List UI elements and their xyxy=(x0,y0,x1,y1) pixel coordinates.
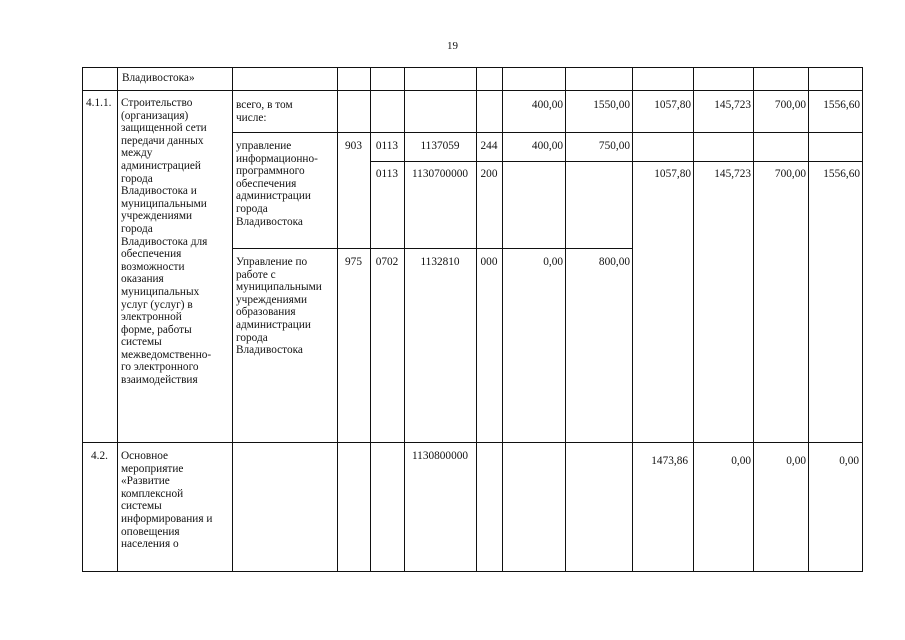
sub-b-vr: 000 xyxy=(480,256,498,268)
sub-a-line2-v4: 145,723 xyxy=(714,168,751,180)
row-divider-total xyxy=(232,132,863,133)
row-4-2-v3: 1473,86 xyxy=(651,455,688,467)
col-line-12 xyxy=(808,67,809,572)
row-4-2-v5: 0,00 xyxy=(786,455,806,467)
col-line-11 xyxy=(753,67,754,572)
col-line-1 xyxy=(117,67,118,572)
sub-b-v1: 0,00 xyxy=(543,256,563,268)
sub-a-line1-rzpr: 0113 xyxy=(375,140,399,152)
row-4-2-v6: 0,00 xyxy=(839,455,859,467)
sub-a-line1-csr: 1137059 xyxy=(420,140,460,152)
sub-a-line1-v2: 750,00 xyxy=(598,140,630,152)
sub-a-line1-v1: 400,00 xyxy=(531,140,563,152)
sub-a-executor: управление информационно- программного обеспечения администрации города Владивостока xyxy=(236,140,318,228)
page-number: 19 xyxy=(447,40,458,52)
sub-a-line2-rzpr: 0113 xyxy=(375,168,399,180)
row-4-2-name: Основное мероприятие «Развитие комплексной системы информирования и оповещения населения о xyxy=(121,450,213,551)
row-4-2-csr: 1130800000 xyxy=(411,450,469,462)
sub-b-grbs: 975 xyxy=(345,256,362,268)
row-4-2-number: 4.2. xyxy=(91,450,108,462)
continuation-name: Владивостока» xyxy=(122,72,195,84)
row-divider-sub-b xyxy=(232,248,632,249)
row-4-1-1-number: 4.1.1. xyxy=(86,97,112,109)
col-line-9 xyxy=(632,67,633,572)
sub-a-line1-vr: 244 xyxy=(480,140,498,152)
col-line-2 xyxy=(232,67,233,572)
row-4-1-1-total-v3: 1057,80 xyxy=(654,99,691,111)
sub-a-line2-v3: 1057,80 xyxy=(654,168,691,180)
sub-a-grbs: 903 xyxy=(345,140,362,152)
row-4-1-1-total-v6: 1556,60 xyxy=(823,99,860,111)
col-line-13 xyxy=(862,67,863,572)
row-4-1-1-name: Строительство (организация) защищенной сети передачи данных между администрацией города Владивостока и муниципальными учреждениями города Владивостока для обеспечения возможности оказания муниципальных услуг (услуг) в электронной форме, работы системы межведомственно- го электронного взаимодействия xyxy=(121,97,212,387)
table-border-bottom xyxy=(82,571,863,572)
sub-b-v2: 800,00 xyxy=(598,256,630,268)
sub-b-executor: Управление по работе с муниципальными учреждениями образования администрации города Владивостока xyxy=(236,256,322,357)
sub-a-line2-v6: 1556,60 xyxy=(823,168,860,180)
sub-a-line2-csr: 1130700000 xyxy=(411,168,469,180)
col-line-0 xyxy=(82,67,83,572)
row-divider-continuation xyxy=(82,90,863,91)
row-4-1-1-total-v2: 1550,00 xyxy=(593,99,630,111)
sub-b-rzpr: 0702 xyxy=(375,256,399,268)
sub-b-csr: 1132810 xyxy=(420,256,460,268)
table-border-top xyxy=(82,67,863,68)
row-4-1-1-total-v4: 145,723 xyxy=(714,99,751,111)
row-4-1-1-total-v5: 700,00 xyxy=(774,99,806,111)
row-divider-sub-a-line xyxy=(370,161,863,162)
row-4-1-1-total-v1: 400,00 xyxy=(531,99,563,111)
row-4-2-v4: 0,00 xyxy=(731,455,751,467)
sub-a-line2-vr: 200 xyxy=(480,168,498,180)
col-line-10 xyxy=(693,67,694,572)
row-divider-4-2 xyxy=(82,442,863,443)
sub-a-line2-v5: 700,00 xyxy=(774,168,806,180)
row-4-1-1-total-executor: всего, в том числе: xyxy=(236,99,293,124)
